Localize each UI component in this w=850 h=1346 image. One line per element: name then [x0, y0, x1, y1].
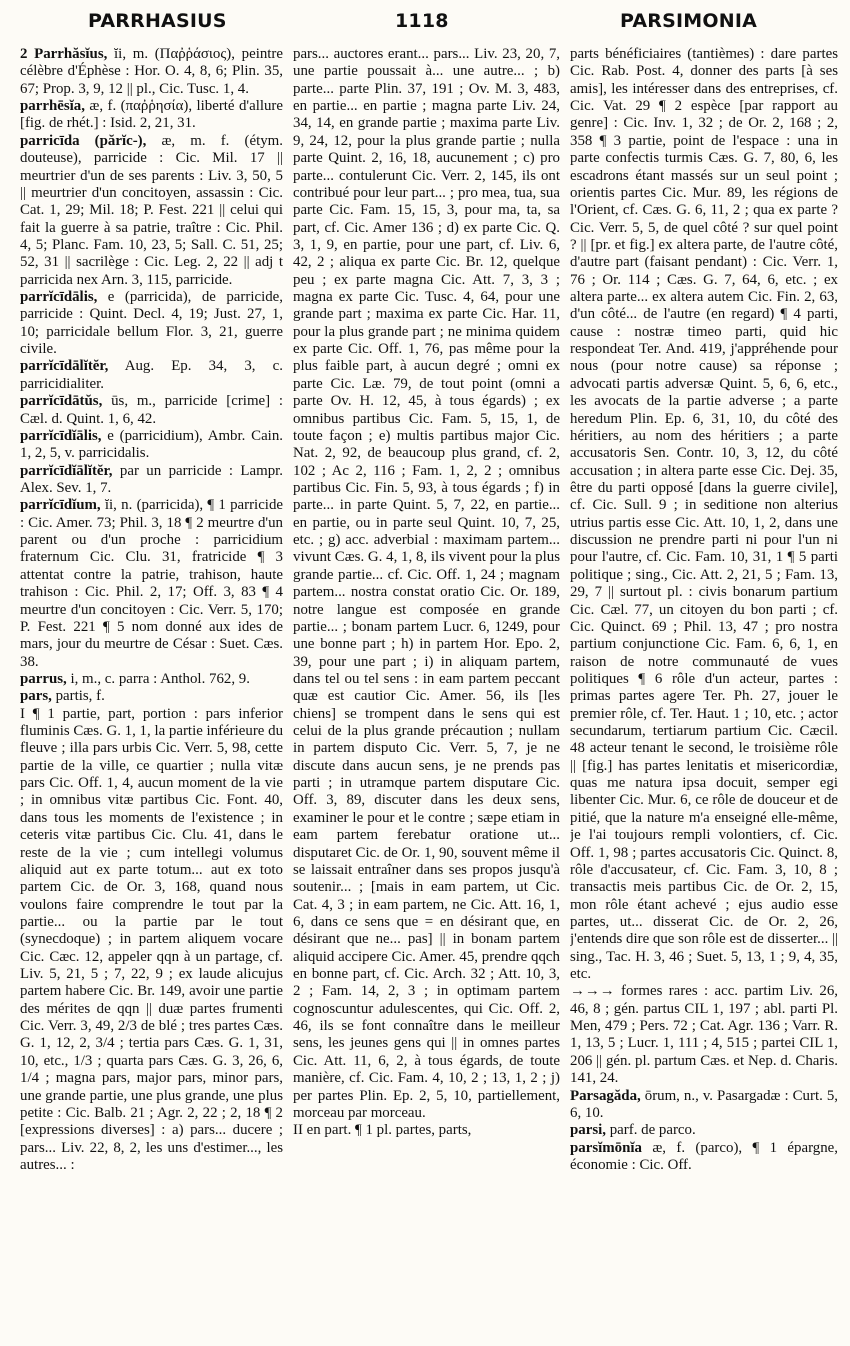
- entry-headword: parsĭmōnĭa: [570, 1139, 642, 1156]
- dictionary-columns: [0, 46, 850, 1342]
- dictionary-entry: [20, 428, 283, 463]
- entry-definition: parf. de parco.: [606, 1122, 696, 1139]
- column-right: [570, 46, 838, 1342]
- entry-definition: e (parricidium), Ambr. Cain. 1, 2, 5, v. parricidalis.: [20, 427, 283, 462]
- entry-headword: parrĭcīdātŭs,: [20, 393, 103, 410]
- entry-definition: parts bénéficiaires (tantièmes) : dare partes Cic. Rab. Post. 4, donner des parts [à ses amis], les intéresser dans des entreprises, cf. Cic. Vat. 29 ¶ 2 espèce [par rapport au genre] : Cic. Inv. 1, 32 ; de Or. 2, 168 ; 2, 358 ¶ 3 partie, point de l'espace : una in parte confectis turmis Cæs. G. 7, 80, 6, les escadrons étant massés sur un seul point ; orientis partes Cic. Mur. 89, les régions de l'Orient, cf. Cæs. G. 6, 11, 2 ; qua ex parte ? Cic. Verr. 5, 5, de quel côté ? sur quel point ? || [pr. et fig.] ex altera parte, de l'autre côté, d'autre part (faisant pendant) : Cic. Verr. 1, 76 ; Or. 114 ; Cæs. G. 7, 64, 6, etc. ; ex altera parte... ex altera autem Cic. Fin. 2, 63, d'un côté... de l'autre (en regard) ¶ 4 parti, cause : nostræ timeo parti, quid hic respondeat Ter. And. 419, j'appréhende pour nous (pour notre cause) sa réponse ; advocati partis adversæ Quint. 5, 6, 6, etc., les avocats de la partie adverse ; a parte heredum Plin. Ep. 6, 31, 10, du côté des héritiers, au nom des héritiers ; a parte accusatoris Sen. Contr. 10, 3, 12, du côté accusation ; in altera parte esse Cic. Dej. 35, être du parti opposé [dans la guerre civile], cf. Cic. Sull. 9 ; in seditione non alterius utrius partis esse Cic. Att. 10, 1, 2, dans une discussion ne prendre parti ni pour l'un ni pour l'autre, cf. Cic. Fam. 10, 31, 1 ¶ 5 parti politique ; sing., Cic. Att. 2, 21, 5 ; Fam. 13, 29, 7 || surtout pl. : civis bonarum partium Cic. Cæl. 77, un citoyen du bon parti ; cf. Cic. Quinct. 69 ; Phil. 13, 47 ; pro nostra partium conjunctione Cic. Fam. 6, 6, 1, en raison de notre communauté de vues politiques ¶ 6 rôle d'un acteur, partes : primas partes agere Ter. Ph. 27, jouer le premier rôle, cf. Ter. Haut. 1 ; 10, etc. ; actor secundarum, tertiarum partium Cic. Cæcil. 48 acteur tenant le second, le troisième rôle || [fig.] has partes lenitatis et misericordiæ, quas me natura ipsa docuit, semper egi libenter Cic. Mur. 6, ce rôle de douceur et de pitié, que la nature m'a enseigné elle-même, je l'ai toujours rempli volontiers, cf. Cic. Off. 1, 98 ; partes accusatoris Cic. Quinct. 8, rôle d'accusateur, cf. Cic. Fam. 3, 10, 8 ; transactis meis partibus Cic. de Or. 2, 15, mon rôle étant achevé ; ejus audio esse partes, ut... disserat Cic. de Or. 2, 26, j'entends dire que son rôle est de disserter... || sing., Tac. H. 3, 46 ; Suet. 5, 13, 1 ; 9, 4, 35, etc.: [570, 46, 838, 983]
- column-middle: [293, 46, 560, 1342]
- dictionary-entry: [20, 671, 283, 688]
- entry-headword: Parsagăda,: [570, 1087, 641, 1104]
- running-head-left: PARRHASIUS: [88, 10, 227, 32]
- entry-headword: parrĭcīdĭālis,: [20, 427, 102, 444]
- entry-definition: par un parricide : Lampr. Alex. Sev. 1, 7.: [20, 462, 283, 496]
- entry-headword: parsi,: [570, 1122, 606, 1139]
- page-number: 1118: [395, 10, 449, 32]
- entry-definition: æ, m. f. (étym. douteuse), parricide : Cic. Mil. 17 || meurtrier d'un de ses parents : Liv. 3, 50, 5 || meurtrier d'un concitoyen, assassin : Cic. Cat. 1, 29; Mil. 18; P. Fest. 221 || celui qui fait la guerre à sa patrie, traître : Cic. Phil. 4, 5; Planc. Fam. 10, 23, 5; Sall. C. 51, 25; 52, 31 || sacrilège : Cic. Leg. 2, 22 || adj t parricida nex Arn. 3, 115, parricide.: [20, 132, 283, 288]
- entry-definition: i, m., c. parra : Anthol. 762, 9.: [66, 670, 250, 687]
- dictionary-entry: [20, 497, 283, 671]
- page-header: [0, 0, 850, 44]
- entry-headword: 2 Parrhăsĭus,: [20, 46, 108, 62]
- entry-headword: parrĭcīdĭum,: [20, 497, 101, 514]
- dictionary-entry: [20, 133, 283, 289]
- entry-definition: II en part. ¶ 1 pl. partes, parts,: [293, 1122, 472, 1139]
- entry-definition: ĭi, n. (parricida), ¶ 1 parricide : Cic. Amer. 73; Phil. 3, 18 ¶ 2 meurtre d'un parent ou d'un proche : parricidium fraternum Cic. Clu. 31, fratricide ¶ 3 attentat contre la patrie, trahison, haute trahison : Cic. Phil. 2, 17; Off. 3, 83 ¶ 4 meurtre d'un concitoyen : Cic. Verr. 5, 170; P. Fest. 221 ¶ 5 nom donné aux ides de mars, jour du meurtre de César : Suet. Cæs. 38.: [20, 497, 283, 670]
- dictionary-entry: [20, 463, 283, 498]
- entry-definition: pars... auctores erant... pars... Liv. 23, 20, 7, une partie poussait à... une autre... ; b) parte... parte Plin. 37, 191 ; Ov. M. 3, 483, en partie... en partie ; magna parte Liv. 24, 34, 14, en grande partie ; maxima parte Liv. 9, 24, 12, pour la plus grande partie ; nulla parte Quint. 2, 16, 18, aucunement ; c) pro parte... contulerunt Cic. Verr. 2, 145, ils ont contribué pour leur part... ; pro mea, tua, sua parte Cic. Fam. 15, 15, 3, pour ma, ta, sa part, cf. Cic. Amer 136 ; d) ex parte Cic. Q. 3, 1, 9, en partie, pour une part, cf. Liv. 6, 42, 2 ; aliqua ex parte Cic. Br. 12, quelque peu ; ex parte magna Cic. Att. 7, 3, 3 ; magna ex parte Cic. Tusc. 4, 64, pour une grande part ; maxima ex parte Cic. Har. 11, pour la plus grande part ; ne minima quidem ex parte Cic. Off. 1, 76, pas même pour la plus faible part, à aucun degré ; omni ex parte Cic. Læ. 79, de tout point (omni a parte Ov. H. 12, 45, à tous égards) ; ex omnibus partibus Cic. Fam. 5, 15, 1, de toute façon ; e) multis partibus major Cic. Nat. 2, 92, de beaucoup plus grand, cf. 2, 102 ; Ac 2, 116 ; Fam. 1, 2, 2 ; omnibus partibus Cic. Fin. 5, 93, à tous égards ; f) in parte... in parte Quint. 5, 7, 22, en partie... en partie, ou in parte seul Quint. 10, 7, 25, etc. ; g) acc. adverbial : maximam partem... vivunt Cæs. G. 4, 1, 8, ils vivent pour la plus grande partie... cf. Cic. Off. 1, 24 ; magnam partem... nostra constat oratio Cic. Or. 189, notre langue est composée en grande partie... ; bonam partem Lucr. 6, 1249, pour une bonne part ; h) in partem Hor. Epo. 2, 39, pour une part ; i) in aliquam partem, dans tel ou tel sens : in eam partem peccant quæ est cautior Cic. Amer. 56, ils [les chiens] se trompent dans le sens qui est celui de la plus grande précaution ; nullam in partem disputo Cic. Verr. 5, 7, je ne discute dans aucun sens, je ne prends pas parti ; in utramque partem disputare Cic. Off. 3, 89, discuter dans les deux sens, examiner le pour et le contre ; sæpe etiam in eam partem ferebatur oratione ut... disputaret Cic. de Or. 1, 90, souvent même il se laissait entraîner dans ses propos jusqu'à soutenir... ; [mais in eam partem, ut Cic. Cat. 4, 3 ; in eam partem, ne Cic. Att. 16, 1, 6, dans ce sens que = en désirant que, en désirant que ne... pas] || in bonam partem aliquid accipere Cic. Amer. 45, prendre qqch en bonne part, cf. Cic. Arch. 32 ; Att. 10, 3, 2 ; Fam. 14, 2, 3 ; in optimam partem cognoscuntur adulescentes, qui Cic. Off. 2, 46, ils se font connaître dans le meilleur sens, les jeunes gens qui || in omnes partes Cic. Att. 11, 6, 2, à tous égards, de toute manière, cf. Cic. Fam. 4, 10, 2 ; 13, 1, 2 ; j) per partes Plin. Ep. 2, 5, 10, partiellement, morceau par morceau.: [293, 46, 560, 1121]
- dictionary-entry: [570, 46, 838, 983]
- entry-definition: Aug. Ep. 34, 3, c. parricidialiter.: [20, 358, 283, 392]
- dictionary-entry: [20, 358, 283, 393]
- entry-definition: partis, f.: [51, 688, 105, 705]
- entry-definition: ĭi, m. (Παῤῥάσιος), peintre célèbre d'Éphèse : Hor. O. 4, 8, 6; Plin. 35, 67; Prop. 3, 9, 12 || pl., Cic. Tusc. 1, 4.: [20, 46, 283, 97]
- entry-headword: parrĭcīdālis,: [20, 289, 98, 306]
- dictionary-entry: [293, 46, 560, 1122]
- dictionary-entry: [20, 688, 283, 705]
- entry-headword: parricīda (părĭc-),: [20, 132, 147, 149]
- dictionary-entry: [20, 46, 283, 98]
- dictionary-entry: [20, 393, 283, 428]
- running-head-right: PARSIMONIA: [620, 10, 758, 32]
- entry-headword: parrĭcīdālĭtĕr,: [20, 358, 109, 375]
- entry-headword: parrus,: [20, 670, 67, 687]
- dictionary-entry: [20, 98, 283, 133]
- entry-definition: æ, f. (parco), ¶ 1 épargne, économie : Cic. Off.: [570, 1139, 838, 1173]
- entry-definition: →→→ formes rares : acc. partim Liv. 26, 46, 8 ; gén. partus CIL 1, 197 ; abl. parti Pl. Men, 479 ; Pers. 72 ; Cat. Agr. 136 ; Varr. R. 1, 13, 5 ; Lucr. 1, 111 ; 4, 515 ; partei CIL 1, 206 || gén. pl. partum Cæs. et Nep. d. Charis. 141, 24.: [570, 983, 838, 1087]
- column-left: [20, 46, 283, 1342]
- dictionary-entry: [570, 1088, 838, 1123]
- entry-definition: ōrum, n., v. Pasargadæ : Curt. 5, 6, 10.: [570, 1087, 838, 1121]
- dictionary-entry: [20, 706, 283, 1175]
- dictionary-entry: [570, 1122, 838, 1139]
- dictionary-entry: [570, 1140, 838, 1175]
- dictionary-entry: [293, 1122, 560, 1139]
- dictionary-entry: [570, 983, 838, 1087]
- entry-headword: parrhēsĭa,: [20, 98, 85, 115]
- entry-definition: I ¶ 1 partie, part, portion : pars inferior fluminis Cæs. G. 1, 1, la partie inférieure du fleuve ; illa pars urbis Cic. Verr. 5, 98, cette partie de la ville, ce quartier ; nulla vitæ pars Cic. Off. 1, 4, aucun moment de la vie ; in omnibus vitæ partibus Cic. Font. 40, dans tous les moments de l'existence ; in ceteris vitæ partibus Cic. Clu. 41, dans le reste de la vie ; cum intellegi volumus aliquid aut ex parte totum... aut ex toto partem Cic. de Or. 3, 168, quand nous voulons faire comprendre le tout par la partie... ou la partie par le tout (synecdoque) ; in partem aliquem vocare Cic. Cæc. 12, appeler qqn à un partage, cf. Liv. 5, 21, 5 ; 7, 22, 9 ; ex laude alicujus partem habere Cic. Br. 149, avoir une partie des mérites de qqn || duæ partes frumenti Cic. Verr. 3, 49, 2/3 de blé ; tres partes Cæs. G. 1, 12, 2, 3/4 ; tertia pars Cæs. G. 1, 31, 10, etc., 1/3 ; quarta pars Cæs. G. 3, 26, 6, 1/4 ; magna pars, major pars, minor pars, une grande partie, une plus grande, une plus petite : Cic. Balb. 21 ; Agr. 2, 22 ; 2, 18 ¶ 2 [expressions diverses] : a) pars... ducere ; pars... Liv. 22, 8, 2, les uns d'estimer..., les autres... :: [20, 705, 283, 1173]
- entry-headword: parrĭcīdĭālĭtĕr,: [20, 462, 113, 479]
- dictionary-entry: [20, 289, 283, 358]
- entry-headword: pars,: [20, 688, 52, 705]
- entry-definition: æ, f. (παῤῥησία), liberté d'allure [fig. de rhét.] : Isid. 2, 21, 31.: [20, 98, 283, 132]
- entry-definition: ūs, m., parricide [crime] : Cæl. d. Quint. 1, 6, 42.: [20, 393, 283, 427]
- entry-definition: e (parricida), de parricide, parricide : Quint. Decl. 4, 19; Just. 27, 1, 10; parricidale bellum Flor. 3, 21, guerre civile.: [20, 289, 283, 358]
